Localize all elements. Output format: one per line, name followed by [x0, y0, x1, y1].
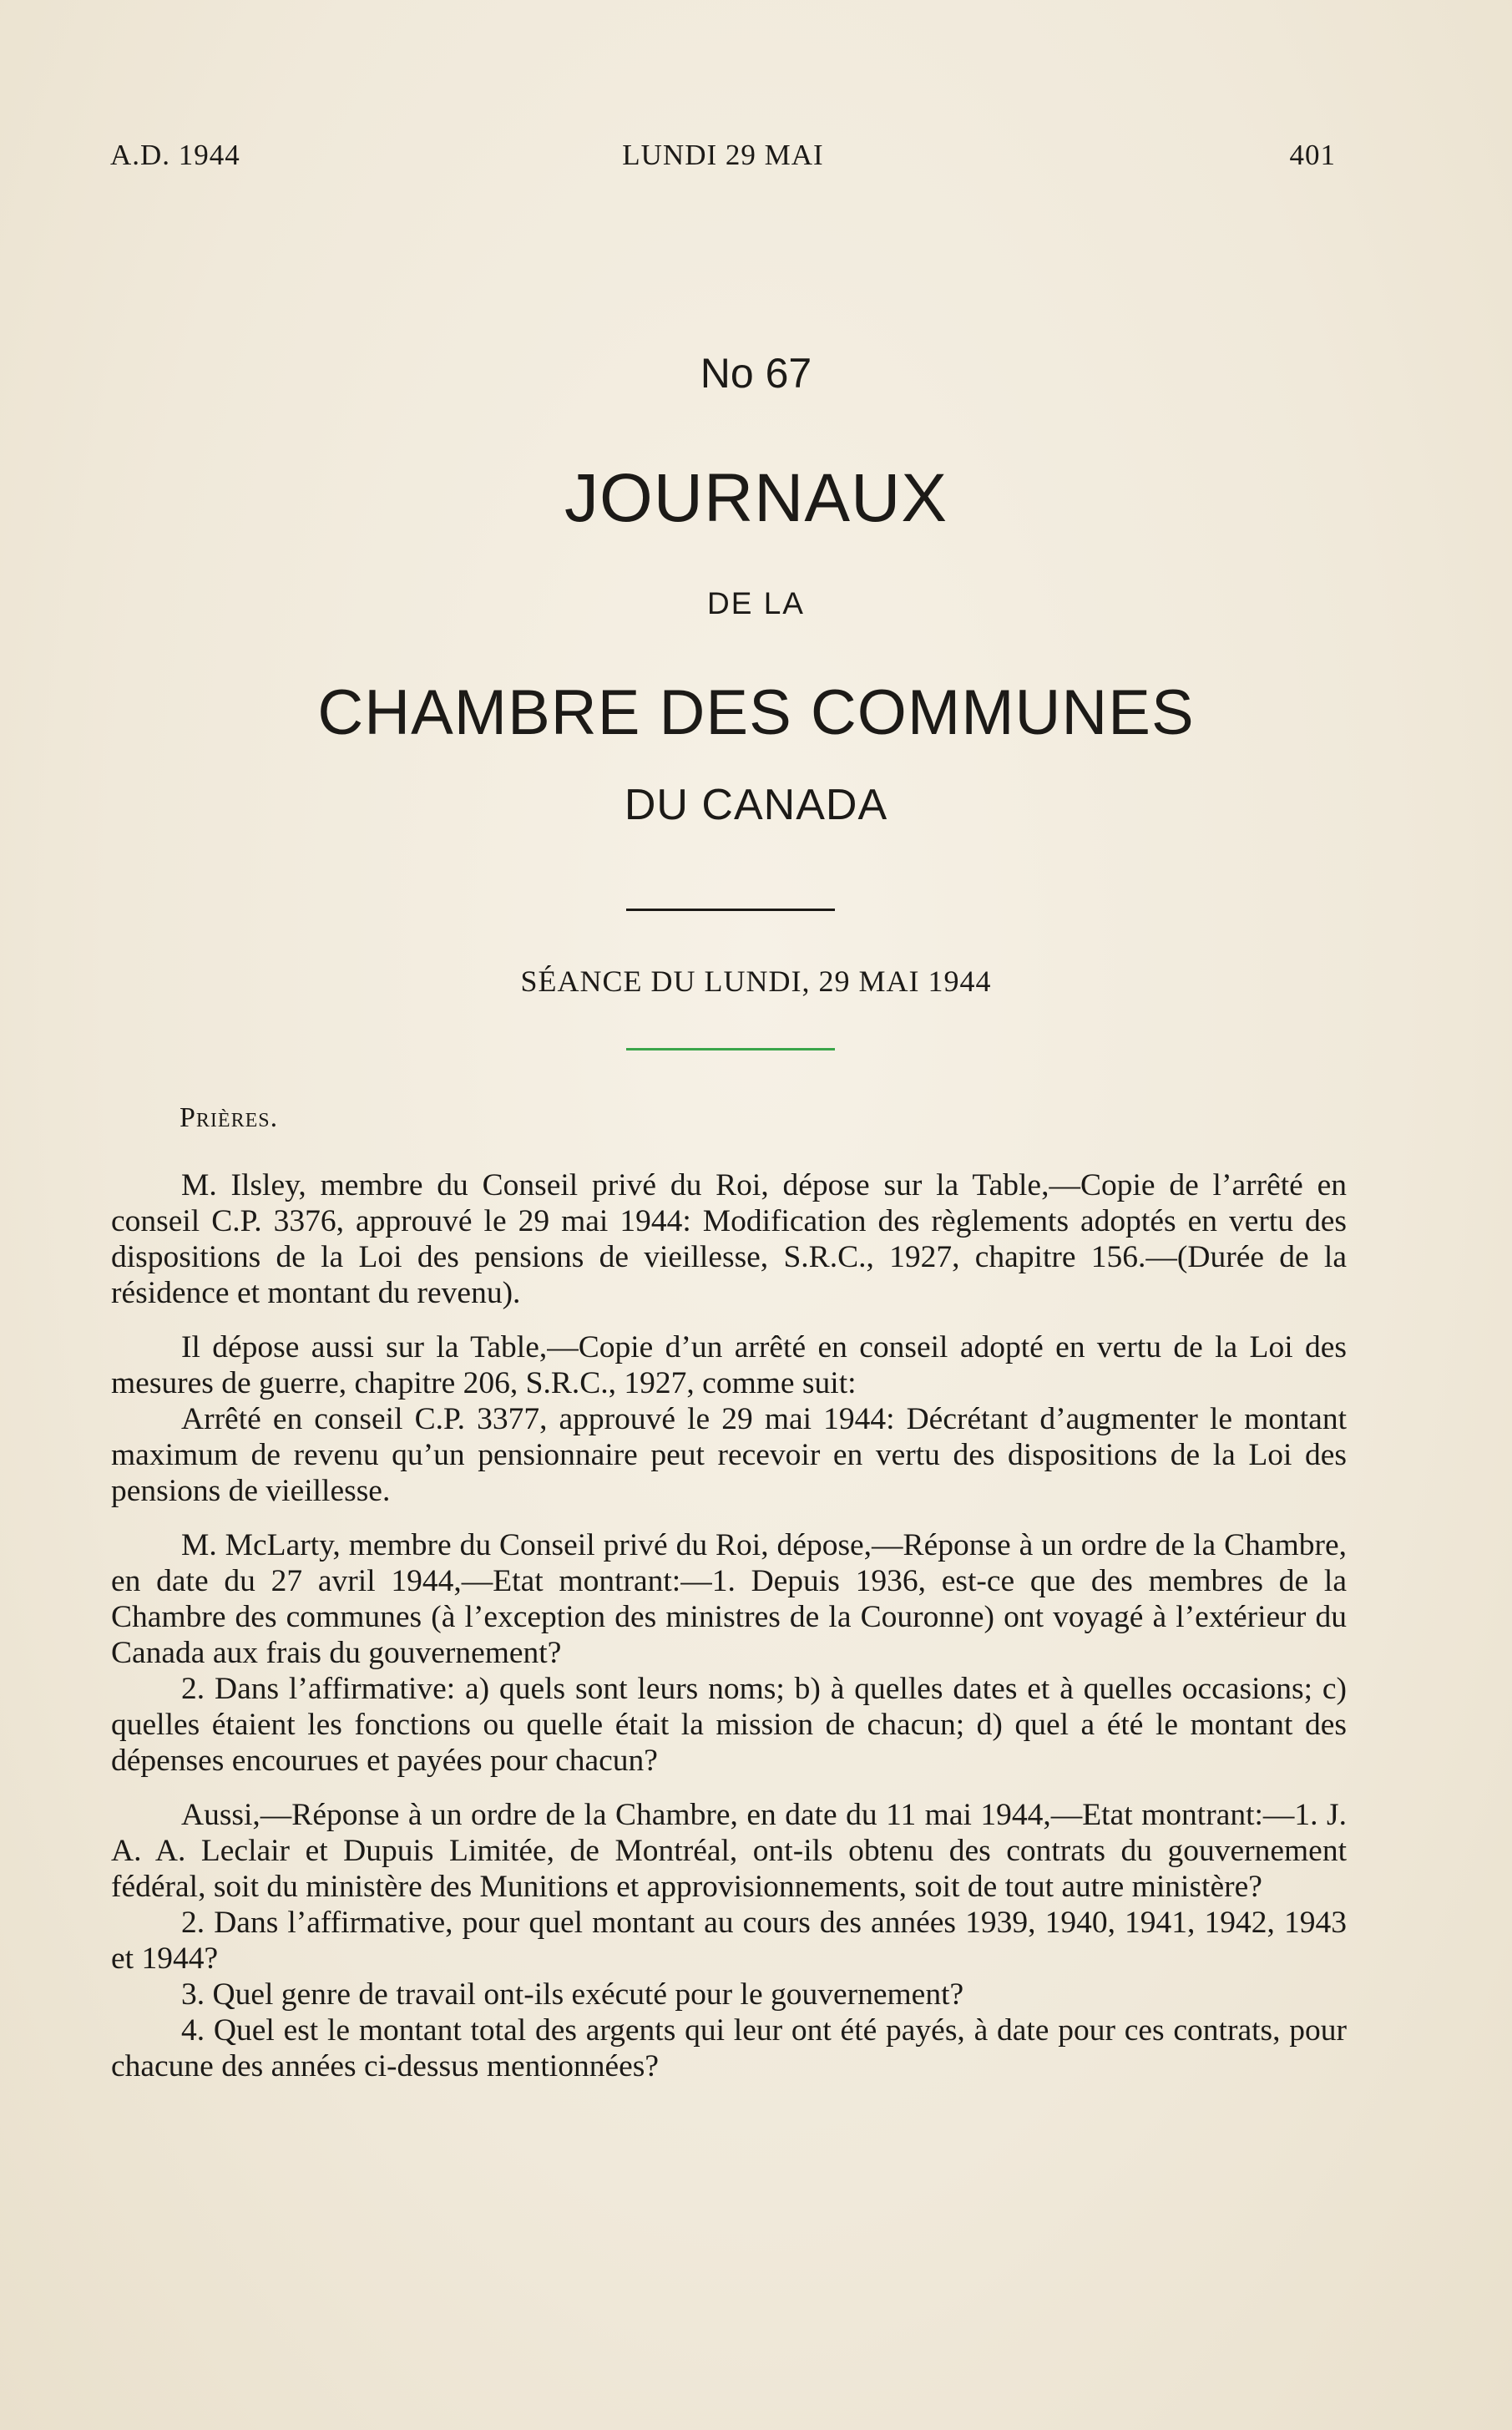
journal-title: JOURNAUX — [564, 460, 948, 536]
country-title: DU CANADA — [624, 781, 888, 829]
issue-number: No 67 — [700, 350, 812, 397]
paragraph-arrete-3377: Arrêté en conseil C.P. 3377, approuvé le 29 mai 1944: Décrétant d’augmenter le montant maximum de revenu qu’un pensionnaire peut recevoir en vertu des dispositions de la Loi des pensions de vieillesse. — [111, 1402, 1347, 1508]
paragraph-il-depose: Il dépose aussi sur la Table,—Copie d’un arrêté en conseil adopté en vertu de la Loi des mesures de guerre, chapitre 206, S.R.C., 1927, comme suit: — [111, 1330, 1347, 1400]
paragraph-ilsley: M. Ilsley, membre du Conseil privé du Roi, dépose sur la Table,—Copie de l’arrêté en conseil C.P. 3376, approuvé le 29 mai 1944: Modification des règlements adoptés en vertu des dispositions de la Loi des pensions de vieillesse, S.R.C., 1927, chapitre 156.—(Durée de la résidence et montant du revenu). — [111, 1168, 1347, 1310]
title-divider — [626, 909, 835, 911]
page-number: 401 — [1289, 139, 1336, 171]
paragraph-aussi-question-3: 3. Quel genre de travail ont-ils exécuté pour le gouvernement? — [181, 1977, 964, 2012]
journal-subtitle-de-la: DE LA — [707, 586, 805, 620]
chamber-title: CHAMBRE DES COMMUNES — [317, 677, 1195, 748]
header-year: A.D. 1944 — [110, 139, 240, 171]
proceedings-body — [111, 1167, 1347, 2084]
section-divider — [626, 1048, 835, 1050]
running-head — [110, 139, 1336, 180]
paragraph-aussi-question-2: 2. Dans l’affirmative, pour quel montant au cours des années 1939, 1940, 1941, 1942, 1943 et 1944? — [111, 1906, 1347, 1976]
paragraph-mclarty: M. McLarty, membre du Conseil privé du Roi, dépose,—Réponse à un ordre de la Chambre, en date du 27 avril 1944,—Etat montrant:—1. Depuis 1936, est-ce que des membres de la Chambre des communes (à l’exception des ministres de la Couronne) ont voyagé à l’extérieur du Canada aux frais du gouvernement? — [111, 1528, 1347, 1670]
paragraph-mclarty-question-2: 2. Dans l’affirmative: a) quels sont leurs noms; b) à quelles dates et à quelles occasions; c) quelles étaient les fonctions ou quelle était la mission de chacun; d) quel a été le montant des dépenses encourues et payées pour chacun? — [111, 1672, 1347, 1778]
prayers-heading: Prières. — [180, 1102, 279, 1133]
header-date: LUNDI 29 MAI — [622, 139, 824, 171]
paragraph-aussi: Aussi,—Réponse à un ordre de la Chambre, en date du 11 mai 1944,—Etat montrant:—1. J. A. A. Leclair et Dupuis Limitée, de Montréal, ont-ils obtenu des contrats du gouvernement fédéral, soit du ministère des Munitions et approvisionnements, soit de tout autre ministère? — [111, 1798, 1347, 1904]
paragraph-aussi-question-4: 4. Quel est le montant total des argents qui leur ont été payés, à date pour ces contrats, pour chacune des années ci-dessus mentionnées? — [111, 2013, 1347, 2083]
sitting-heading: SÉANCE DU LUNDI, 29 MAI 1944 — [520, 964, 992, 998]
